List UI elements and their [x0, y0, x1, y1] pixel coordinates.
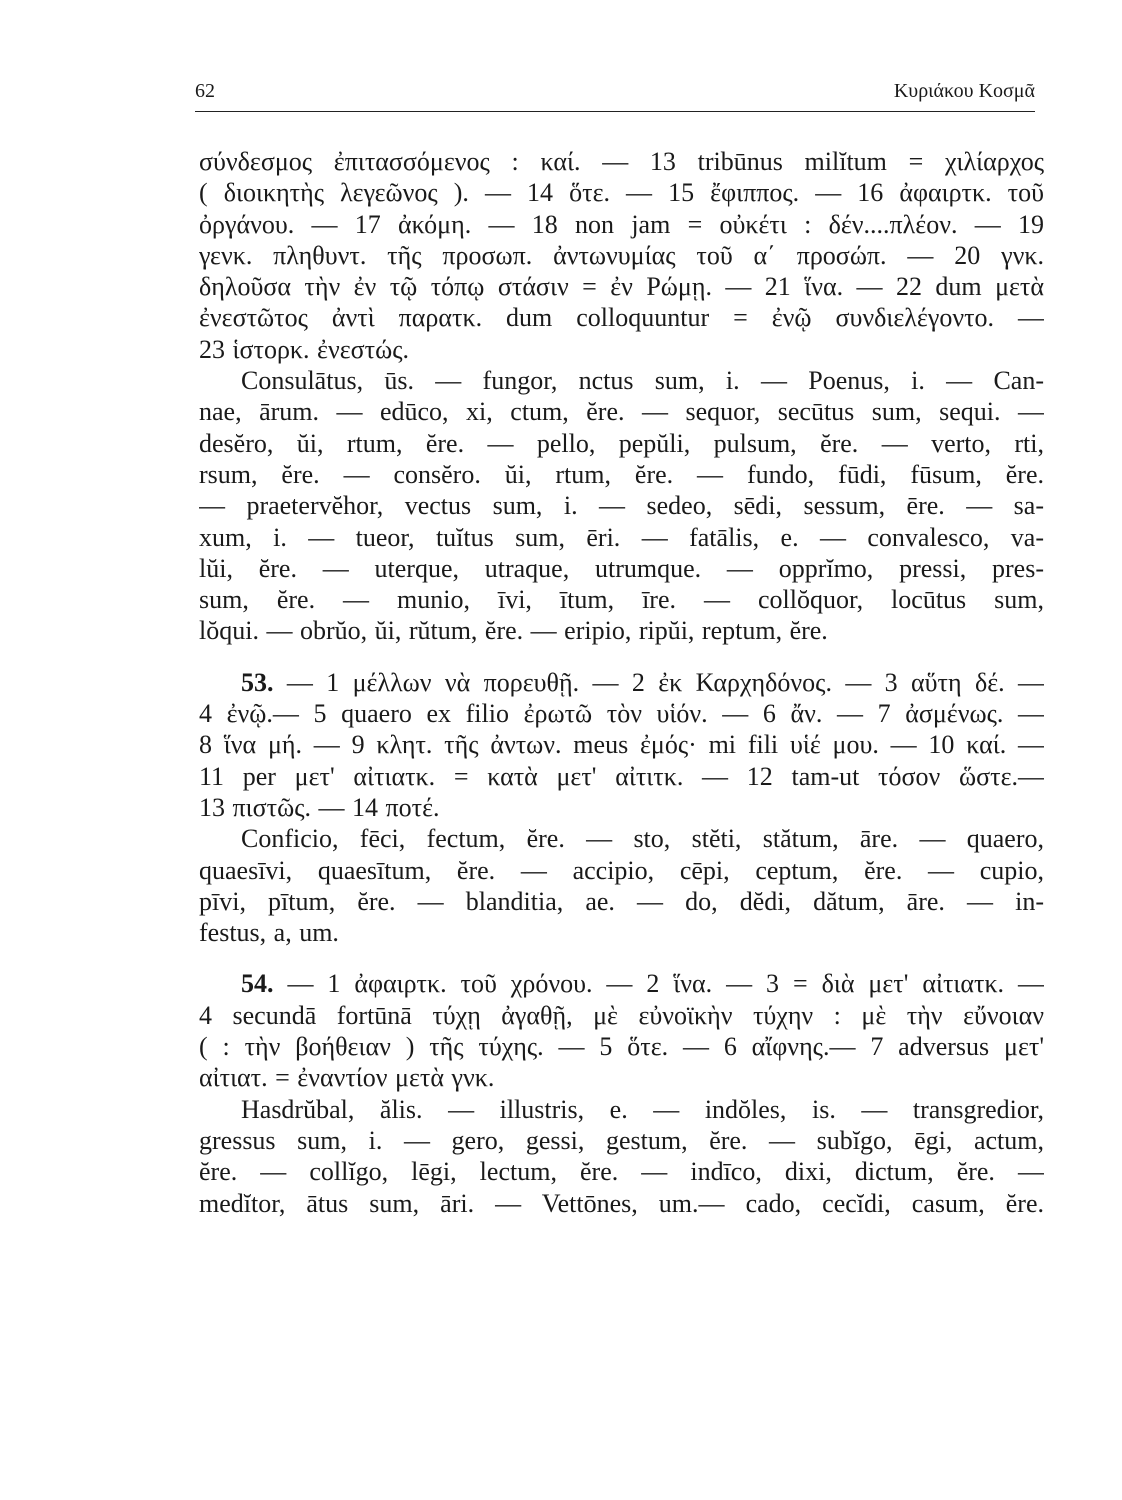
text-line-rest: — 1 ἀφαιρτκ. τοῦ χρόνου. — 2 ἵνα. — 3 = διὰ μετ' αἰτιατκ. — — [287, 969, 1044, 999]
text-line: — praetervĕhor, vectus sum, i. — sedeo, sēdi, sessum, ēre. — sa- — [199, 491, 1044, 521]
text-line: σύνδεσμος ἐπιτασσόμενος : καί. — 13 tribūnus milĭtum = χιλίαρχος — [199, 147, 1044, 176]
text-line: nae, ārum. — edūco, xi, ctum, ĕre. — sequor, secūtus sum, sequi. — — [199, 397, 1044, 427]
text-line: sum, ĕre. — munio, īvi, ītum, īre. — collŏquor, locūtus sum, — [199, 585, 1044, 615]
paragraph-vocabulary-52 — [199, 365, 1044, 647]
text-line: δηλοῦσα τὴν ἐν τῷ τόπῳ στάσιν = ἐν Ρώμῃ. — 21 ἵνα. — 22 dum μετὰ — [199, 272, 1044, 302]
page-body — [199, 146, 1044, 1219]
text-line — [199, 968, 1044, 999]
text-line: ἐνεστῶτος ἀντὶ παρατκ. dum colloquuntur = ἐνῷ συνδιελέγοντο. — — [199, 303, 1044, 333]
text-line: Consulātus, ūs. — fungor, nctus sum, i. — Poenus, i. — Can- — [241, 366, 1044, 396]
text-line: γενκ. πληθυντ. τῆς προσωπ. ἀντωνυμίας τοῦ α΄ προσώπ. — 20 γνκ. — [199, 240, 1044, 270]
paragraph-notes-52 — [199, 146, 1044, 365]
text-line: αἰτιατ. = ἐναντίον μετὰ γνκ. — [199, 1063, 495, 1093]
text-line: lŏqui. — obrŭo, ŭi, rŭtum, ĕre. — eripio, ripŭi, reptum, ĕre. — [199, 616, 828, 646]
section-54-notes — [199, 968, 1044, 1093]
running-head — [195, 78, 1035, 110]
section-gap — [199, 948, 1044, 968]
text-line: 4 ἐνῷ.— 5 quaero ex filio ἐρωτῶ τὸν υἱόν. — 6 ἄν. — 7 ἀσμένως. — — [199, 699, 1044, 729]
section-54-vocabulary — [199, 1094, 1044, 1219]
text-line: ( : τὴν βοήθειαν ) τῆς τύχης. — 5 ὅτε. — 6 αἴφνης.— 7 adversus μετ' — [199, 1032, 1044, 1062]
section-53-vocabulary — [199, 823, 1044, 948]
section-number: 53. — [241, 667, 274, 697]
text-line: festus, a, um. — [199, 918, 339, 948]
text-line: ὀργάνου. — 17 ἀκόμη. — 18 non jam = οὐκέτι : δέν....πλέον. — 19 — [199, 209, 1044, 239]
text-line: desĕro, ŭi, rtum, ĕre. — pello, pepŭli, pulsum, ĕre. — verto, rti, — [199, 428, 1044, 458]
page-number: 62 — [195, 80, 215, 102]
text-line: lŭi, ĕre. — uterque, utraque, utrumque. — opprĭmo, pressi, pres- — [199, 553, 1044, 583]
text-line — [199, 667, 1044, 698]
text-line: rsum, ĕre. — consĕro. ŭi, rtum, ĕre. — fundo, fūdi, fūsum, ĕre. — [199, 459, 1044, 489]
text-line: 4 secundā fortūnā τύχῃ ἀγαθῇ, μὲ εὐνοϊκὴν τύχην : μὲ τὴν εὔνοιαν — [199, 1000, 1044, 1030]
text-line: 8 ἵνα μή. — 9 κλητ. τῆς ἀντων. meus ἐμός· mi fili υἱέ μου. — 10 καί. — — [199, 730, 1044, 760]
text-line: quaesīvi, quaesītum, ĕre. — accipio, cēpi, ceptum, ĕre. — cupio, — [199, 855, 1044, 885]
text-line: pīvi, pītum, ĕre. — blanditia, ae. — do, dĕdi, dătum, āre. — in- — [199, 886, 1044, 916]
text-line: xum, i. — tueor, tuĭtus sum, ēri. — fatālis, e. — convalesco, va- — [199, 522, 1044, 552]
section-number: 54. — [241, 969, 274, 999]
text-line: 23 ἱστορκ. ἐνεστώς. — [199, 334, 409, 364]
running-title: Κυριάκου Κοσμᾶ — [893, 80, 1035, 102]
text-line: ĕre. — collĭgo, lēgi, lectum, ĕre. — indīco, dixi, dictum, ĕre. — — [199, 1157, 1044, 1187]
text-line-rest: — 1 μέλλων νὰ πορευθῇ. — 2 ἐκ Καρχηδόνος. — 3 αὕτη δέ. — — [286, 667, 1044, 697]
text-line: ( διοικητὴς λεγεῶνος ). — 14 ὅτε. — 15 ἔφιππος. — 16 ἀφαιρτκ. τοῦ — [199, 178, 1044, 208]
text-line: gressus sum, i. — gero, gessi, gestum, ĕre. — subĭgo, ēgi, actum, — [199, 1125, 1044, 1155]
text-line: Conficio, fēci, fectum, ĕre. — sto, stĕti, stătum, āre. — quaero, — [241, 824, 1044, 854]
header-rule — [195, 111, 1035, 112]
text-line: Hasdrŭbal, ălis. — illustris, e. — indŏles, is. — transgredior, — [241, 1094, 1044, 1124]
text-line: 11 per μετ' αἰτιατκ. = κατὰ μετ' αἰτιτκ. — 12 tam-ut τόσον ὥστε.— — [199, 761, 1044, 791]
section-gap — [199, 647, 1044, 667]
text-line: 13 πιστῶς. — 14 ποτέ. — [199, 792, 440, 822]
text-line: medĭtor, ātus sum, āri. — Vettōnes, um.— cado, cecĭdi, casum, ĕre. — [199, 1188, 1044, 1218]
section-53-notes — [199, 667, 1044, 823]
